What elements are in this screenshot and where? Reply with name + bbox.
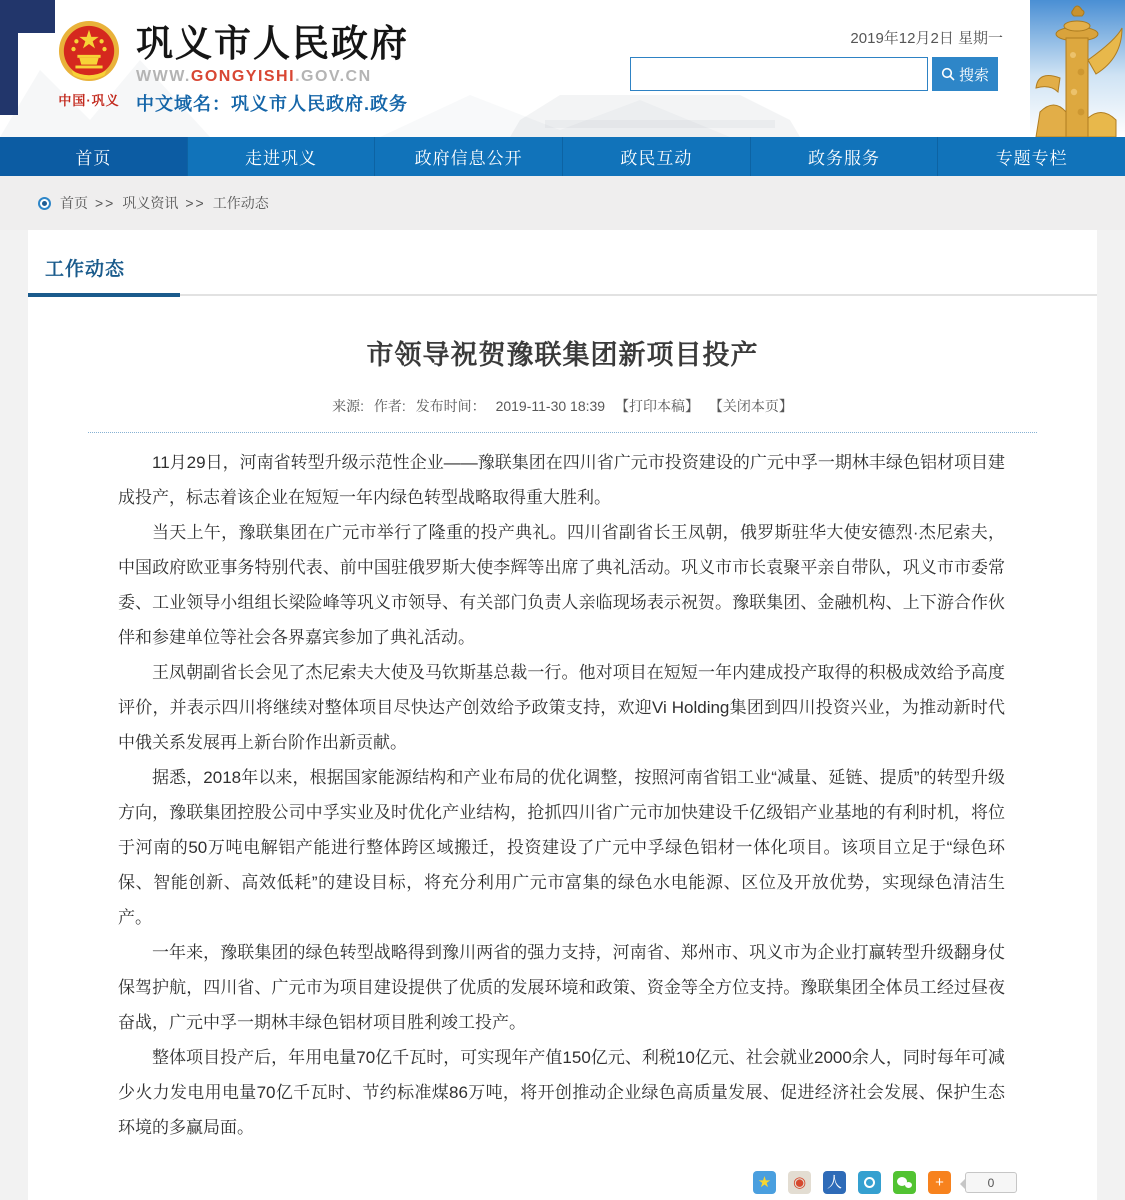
- meta-author-label: 作者:: [373, 398, 406, 414]
- nav-item-1[interactable]: 首页: [0, 137, 187, 176]
- meta-time-value: 2019-11-30 18:39: [495, 398, 606, 414]
- site-title: 巩义市人民政府: [136, 23, 409, 64]
- close-page-button[interactable]: 【关闭本页】: [708, 398, 793, 414]
- article-paragraph-2: 当天上午，豫联集团在广元市举行了隆重的投产典礼。四川省副省长王凤朝，俄罗斯驻华大使安德烈·杰尼索夫，中国政府欧亚事务特别代表、前中国驻俄罗斯大使李辉等出席了典礼活动。巩义市市长袁聚平亲自带队，巩义市市委常委、工业领导小组组长梁险峰等巩义市领导、有关部门负责人亲临现场表示祝贺。豫联集团、金融机构、上下游合作伙伴和参建单位等社会各界嘉宾参加了典礼活动。: [118, 523, 1005, 647]
- share-count-badge[interactable]: 0: [965, 1172, 1017, 1193]
- breadcrumb-separator: >>: [185, 195, 206, 211]
- site-logo[interactable]: [57, 20, 121, 109]
- nav-item-5[interactable]: 政务服务: [750, 137, 938, 176]
- breadcrumb-link-2[interactable]: 巩义资讯: [122, 195, 179, 211]
- section-divider: [28, 293, 1097, 297]
- breadcrumb-separator: >>: [95, 195, 116, 211]
- breadcrumb-link-1[interactable]: 首页: [60, 195, 88, 211]
- wechat-share-icon[interactable]: [893, 1171, 916, 1194]
- search-input[interactable]: [630, 57, 928, 91]
- article-paragraph-3: 王凤朝副省长会见了杰尼索夫大使及马钦斯基总裁一行。他对项目在短短一年内建成投产取得的积极成效给予高度评价，并表示四川将继续对整体项目尽快达产创效给予政策支持，欢迎Vi Holding集团到四川投资兴业，为推动新时代中俄关系发展再上新台阶作出新贡献。: [118, 663, 1005, 752]
- article-body: [28, 433, 1097, 1145]
- article-meta: [28, 396, 1097, 416]
- article-paragraph-1: 11月29日，河南省转型升级示范性企业——豫联集团在四川省广元市投资建设的广元中孚一期林丰绿色铝材项目建成投产，标志着该企业在短短一年内绿色转型战略取得重大胜利。: [118, 453, 1005, 507]
- breadcrumb-bullet-icon: [38, 197, 51, 210]
- tencent-weibo-share-icon[interactable]: [858, 1171, 881, 1194]
- search-button[interactable]: [932, 57, 998, 91]
- section-header: [28, 250, 1097, 293]
- weibo-share-icon[interactable]: ◉: [788, 1171, 811, 1194]
- site-header: [0, 0, 1125, 137]
- header-left-strip: [0, 0, 18, 115]
- breadcrumb: [0, 176, 1125, 230]
- nav-item-3[interactable]: 政府信息公开: [374, 137, 562, 176]
- nav-item-2[interactable]: 走进巩义: [187, 137, 375, 176]
- site-cn-domain: 中文域名：巩义市人民政府.政务: [136, 93, 408, 114]
- nav-item-4[interactable]: 政民互动: [562, 137, 750, 176]
- share-bar: [28, 1171, 1017, 1194]
- content-box: [28, 230, 1097, 1200]
- current-date: 2019年12月2日 星期一: [850, 30, 1003, 47]
- search-icon: [941, 67, 955, 81]
- breadcrumb-link-3[interactable]: 工作动态: [212, 195, 269, 211]
- page-main: [0, 230, 1125, 1200]
- search-button-label: 搜索: [958, 66, 989, 84]
- share-icons: [753, 1171, 951, 1194]
- more-share-icon[interactable]: +: [928, 1171, 951, 1194]
- article-title: 市领导祝贺豫联集团新项目投产: [366, 340, 759, 370]
- main-nav: [0, 137, 1125, 176]
- print-page-button[interactable]: 【打印本稿】: [614, 398, 699, 414]
- nav-item-6[interactable]: 专题专栏: [937, 137, 1125, 176]
- site-url: WWW.GONGYISHI.GOV.CN: [136, 67, 372, 85]
- emblem-caption: 中国·巩义: [58, 93, 120, 108]
- article-paragraph-4: 据悉，2018年以来，根据国家能源结构和产业布局的优化调整，按照河南省铝工业“减量、延链、提质”的转型升级方向，豫联集团控股公司中孚实业及时优化产业结构，抢抓四川省广元市加快建设千亿级铝产业基地的有利时机，将位于河南的50万吨电解铝产能进行整体跨区域搬迁，投资建设了广元中孚绿色铝材一体化项目。该项目立足于“绿色环保、智能创新、高效低耗”的建设目标，将充分利用广元市富集的绿色水电能源、区位及开放优势，实现绿色清洁生产。: [118, 768, 1005, 927]
- section-title: 工作动态: [45, 259, 126, 280]
- renren-share-icon[interactable]: 人: [823, 1171, 846, 1194]
- meta-source-label: 来源:: [332, 398, 365, 414]
- breadcrumb-links: [60, 193, 269, 213]
- qzone-share-icon[interactable]: ★: [753, 1171, 776, 1194]
- article-paragraph-6: 整体项目投产后，年用电量70亿千瓦时，可实现年产值150亿元、利税10亿元、社会就业2000余人，同时每年可减少火力发电用电量70亿千瓦时、节约标准煤86万吨，将开创推动企业绿色高质量发展、促进经济社会发展、保护生态环境的多赢局面。: [118, 1048, 1005, 1137]
- article-paragraph-5: 一年来，豫联集团的绿色转型战略得到豫川两省的强力支持，河南省、郑州市、巩义市为企业打赢转型升级翻身仗保驾护航，四川省、广元市为项目建设提供了优质的发展环境和政策、资金等全方位支持。豫联集团全体员工经过昼夜奋战，广元中孚一期林丰绿色铝材项目胜利竣工投产。: [118, 943, 1005, 1032]
- meta-time-label: 发布时间：: [415, 398, 486, 414]
- huabiao-column-image: [1030, 0, 1125, 137]
- national-emblem-icon: [58, 20, 120, 82]
